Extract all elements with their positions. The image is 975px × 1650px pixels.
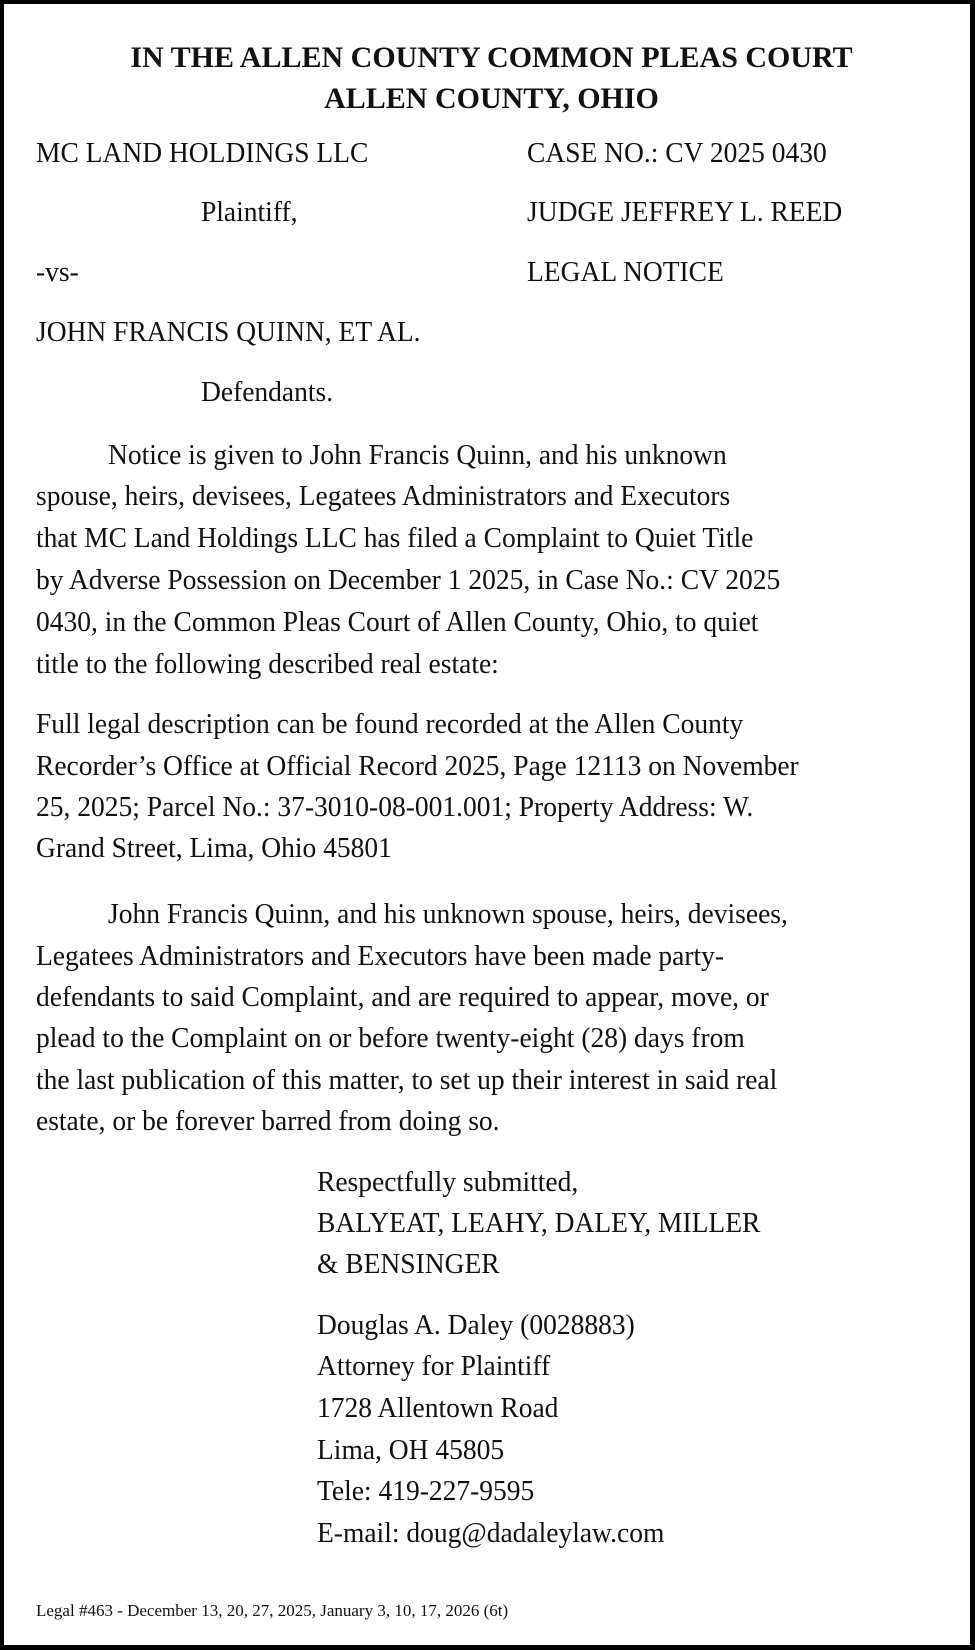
defendant-label: Defendants. [201, 377, 334, 408]
paragraph-line: Grand Street, Lima, Ohio 45801 [36, 833, 392, 864]
publication-footer: Legal #463 - December 13, 20, 27, 2025, January 3, 10, 17, 2026 (6t) [36, 1601, 509, 1620]
paragraph-line: Recorder’s Office at Official Record 2025, Page 12113 on November [36, 751, 799, 782]
email: E-mail: doug@dadaleylaw.com [317, 1518, 665, 1549]
paragraph-line: Notice is given to John Francis Quinn, and his unknown [108, 440, 727, 471]
paragraph-line: 0430, in the Common Pleas Court of Allen County, Ohio, to quiet [36, 607, 759, 638]
court-county: ALLEN COUNTY, OHIO [324, 82, 659, 115]
paragraph-line: Legatees Administrators and Executors have been made party- [36, 941, 725, 972]
street-address: 1728 Allentown Road [317, 1393, 559, 1424]
attorney-name: Douglas A. Daley (0028883) [317, 1310, 635, 1341]
paragraph-line: title to the following described real estate: [36, 649, 499, 680]
defendant-name: JOHN FRANCIS QUINN, ET AL. [36, 317, 421, 348]
notice-type: LEGAL NOTICE [527, 257, 724, 288]
firm-name-line1: BALYEAT, LEAHY, DALEY, MILLER [317, 1208, 761, 1239]
plaintiff-name: MC LAND HOLDINGS LLC [36, 138, 369, 169]
paragraph-line: estate, or be forever barred from doing so. [36, 1106, 500, 1137]
case-number: CASE NO.: CV 2025 0430 [527, 138, 827, 169]
attorney-role: Attorney for Plaintiff [317, 1351, 551, 1382]
paragraph-line: plead to the Complaint on or before twenty-eight (28) days from [36, 1023, 745, 1054]
paragraph-line: 25, 2025; Parcel No.: 37-3010-08-001.001; Property Address: W. [36, 792, 754, 823]
paragraph-line: defendants to said Complaint, and are required to appear, move, or [36, 982, 769, 1013]
paragraph-line: the last publication of this matter, to set up their interest in said real [36, 1065, 778, 1096]
judge-name: JUDGE JEFFREY L. REED [527, 197, 843, 228]
plaintiff-label: Plaintiff, [201, 197, 298, 228]
paragraph-line: spouse, heirs, devisees, Legatees Administrators and Executors [36, 481, 731, 512]
firm-name-line2: & BENSINGER [317, 1249, 500, 1280]
city-state-zip: Lima, OH 45805 [317, 1435, 505, 1466]
paragraph-line: Full legal description can be found recorded at the Allen County [36, 709, 744, 740]
paragraph-line: John Francis Quinn, and his unknown spouse, heirs, devisees, [108, 899, 788, 930]
court-title: IN THE ALLEN COUNTY COMMON PLEAS COURT [130, 41, 853, 74]
versus: -vs- [36, 257, 79, 288]
closing: Respectfully submitted, [317, 1167, 579, 1198]
phone: Tele: 419-227-9595 [317, 1476, 535, 1507]
paragraph-line: by Adverse Possession on December 1 2025, in Case No.: CV 2025 [36, 565, 781, 596]
paragraph-line: that MC Land Holdings LLC has filed a Complaint to Quiet Title [36, 523, 754, 554]
